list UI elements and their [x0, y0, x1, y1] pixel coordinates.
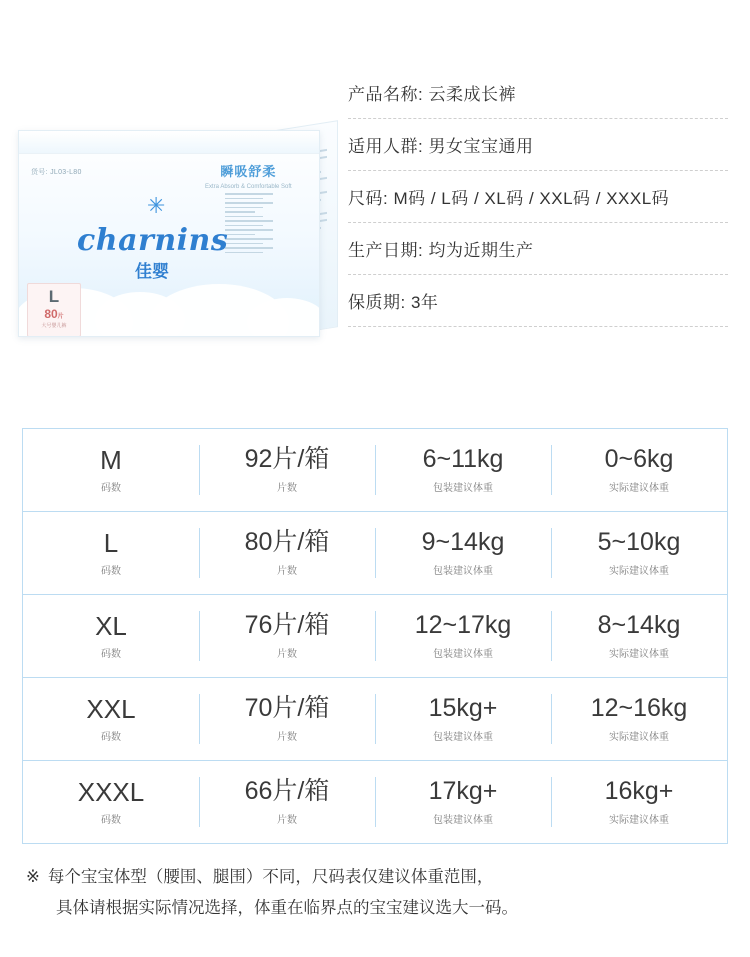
spec-value: 均为近期生产 [428, 241, 534, 260]
spec-value: M码 / L码 / XL码 / XXL码 / XXXL码 [393, 189, 670, 208]
package-count-sub: 大号婴儿裤 [41, 323, 67, 329]
spec-value: 3年 [410, 293, 439, 312]
package-front-panel [18, 130, 320, 337]
cell-real-weight-value: 5~10kg [597, 528, 681, 557]
cell-package-weight-label: 包装建议体重 [433, 565, 493, 577]
cell-real-weight-label: 实际建议体重 [609, 482, 669, 494]
cell-real-weight-value: 0~6kg [604, 445, 674, 474]
cell-size-label: 码数 [101, 483, 121, 495]
table-row [23, 678, 727, 761]
cell-real-weight-label: 实际建议体重 [609, 648, 669, 660]
package-tagline-cn: 瞬吸舒柔 [220, 164, 277, 179]
cell-package-weight-value: 17kg+ [428, 777, 498, 806]
spec-label: 产品名称: [348, 85, 424, 104]
cell-count-value: 70片/箱 [244, 694, 330, 723]
cell-package-weight [375, 761, 551, 843]
cell-package-weight [375, 429, 551, 511]
table-row [23, 761, 727, 843]
spec-row-audience [348, 132, 728, 171]
note-line-2: 具体请根据实际情况选择，体重在临界点的宝宝建议选大一码。 [56, 899, 518, 918]
cell-count-value: 80片/箱 [244, 528, 330, 557]
cell-size [23, 512, 199, 594]
package-size-letter: L [48, 287, 60, 306]
cell-real-weight-value: 8~14kg [597, 611, 681, 640]
cell-real-weight-label: 实际建议体重 [609, 565, 669, 577]
package-tagline-en: Extra Absorb & Comfortable Soft [205, 184, 292, 190]
cell-count [199, 429, 375, 511]
cell-real-weight-label: 实际建议体重 [609, 814, 669, 826]
cell-package-weight-label: 包装建议体重 [433, 482, 493, 494]
cell-package-weight-value: 9~14kg [421, 528, 505, 557]
table-row [23, 595, 727, 678]
spec-row-sizes [348, 184, 728, 223]
cell-count-label: 片数 [277, 731, 297, 743]
cell-size-value: XL [95, 610, 127, 641]
package-size-badge [27, 283, 81, 337]
cell-real-weight [551, 678, 727, 760]
cell-size [23, 761, 199, 843]
cell-size-label: 码数 [101, 732, 121, 744]
cell-real-weight [551, 429, 727, 511]
cell-count-value: 76片/箱 [244, 611, 330, 640]
cell-count [199, 512, 375, 594]
spec-label: 适用人群: [348, 137, 424, 156]
cell-size [23, 678, 199, 760]
spec-label: 保质期: [348, 293, 406, 312]
package-tagline [205, 161, 292, 192]
cell-size-label: 码数 [101, 815, 121, 827]
cell-size-label: 码数 [101, 649, 121, 661]
package-top-edge [19, 131, 319, 154]
cell-real-weight-value: 16kg+ [604, 777, 674, 806]
spec-row-name [348, 80, 728, 119]
cell-package-weight [375, 678, 551, 760]
spec-value: 云柔成长裤 [428, 85, 516, 104]
cell-size [23, 595, 199, 677]
table-row [23, 512, 727, 595]
cell-count-label: 片数 [277, 565, 297, 577]
cell-real-weight-label: 实际建议体重 [609, 731, 669, 743]
size-chart-note [26, 862, 726, 925]
cell-package-weight [375, 595, 551, 677]
cell-size [23, 429, 199, 511]
spec-label: 尺码: [348, 189, 389, 208]
cell-count-label: 片数 [277, 648, 297, 660]
cell-size-label: 码数 [101, 566, 121, 578]
note-line-1: 每个宝宝体型（腰围、腿围）不同，尺码表仅建议体重范围， [47, 868, 494, 886]
cell-real-weight [551, 595, 727, 677]
cell-count [199, 595, 375, 677]
cell-real-weight [551, 512, 727, 594]
table-row [23, 429, 727, 512]
cell-package-weight-value: 6~11kg [422, 445, 504, 474]
note-marker-icon: ※ [26, 868, 40, 886]
cell-count-value: 66片/箱 [244, 777, 330, 806]
cell-size-value: XXXL [77, 776, 145, 807]
package-description-lines [225, 193, 273, 256]
cell-package-weight-label: 包装建议体重 [433, 648, 493, 660]
spec-row-shelf-life [348, 288, 728, 327]
spec-row-production-date [348, 236, 728, 275]
cell-package-weight-value: 15kg+ [428, 694, 498, 723]
package-item-code: 货号: JL03-L80 [31, 169, 82, 176]
size-chart-table [22, 428, 728, 844]
cell-package-weight [375, 512, 551, 594]
snowflake-icon: ✳ [147, 193, 166, 218]
cell-real-weight [551, 761, 727, 843]
cell-count-label: 片数 [277, 482, 297, 494]
cell-count [199, 761, 375, 843]
product-package-image [18, 112, 336, 352]
brand-logo-cn: 佳婴 [135, 262, 169, 281]
cell-size-value: M [100, 444, 122, 475]
cell-count-value: 92片/箱 [244, 445, 330, 474]
cell-package-weight-label: 包装建议体重 [433, 731, 493, 743]
cell-size-value: L [103, 527, 119, 558]
cell-size-value: XXL [86, 693, 136, 724]
cell-count [199, 678, 375, 760]
cell-package-weight-value: 12~17kg [414, 611, 512, 640]
product-overview-section [0, 60, 750, 370]
cell-package-weight-label: 包装建议体重 [433, 814, 493, 826]
package-count: 80片 [44, 307, 64, 321]
product-spec-list [348, 80, 728, 327]
brand-logo-latin: charnins [77, 223, 229, 258]
spec-value: 男女宝宝通用 [428, 137, 534, 156]
cell-real-weight-value: 12~16kg [590, 694, 688, 723]
spec-label: 生产日期: [348, 241, 424, 260]
cell-count-label: 片数 [277, 814, 297, 826]
